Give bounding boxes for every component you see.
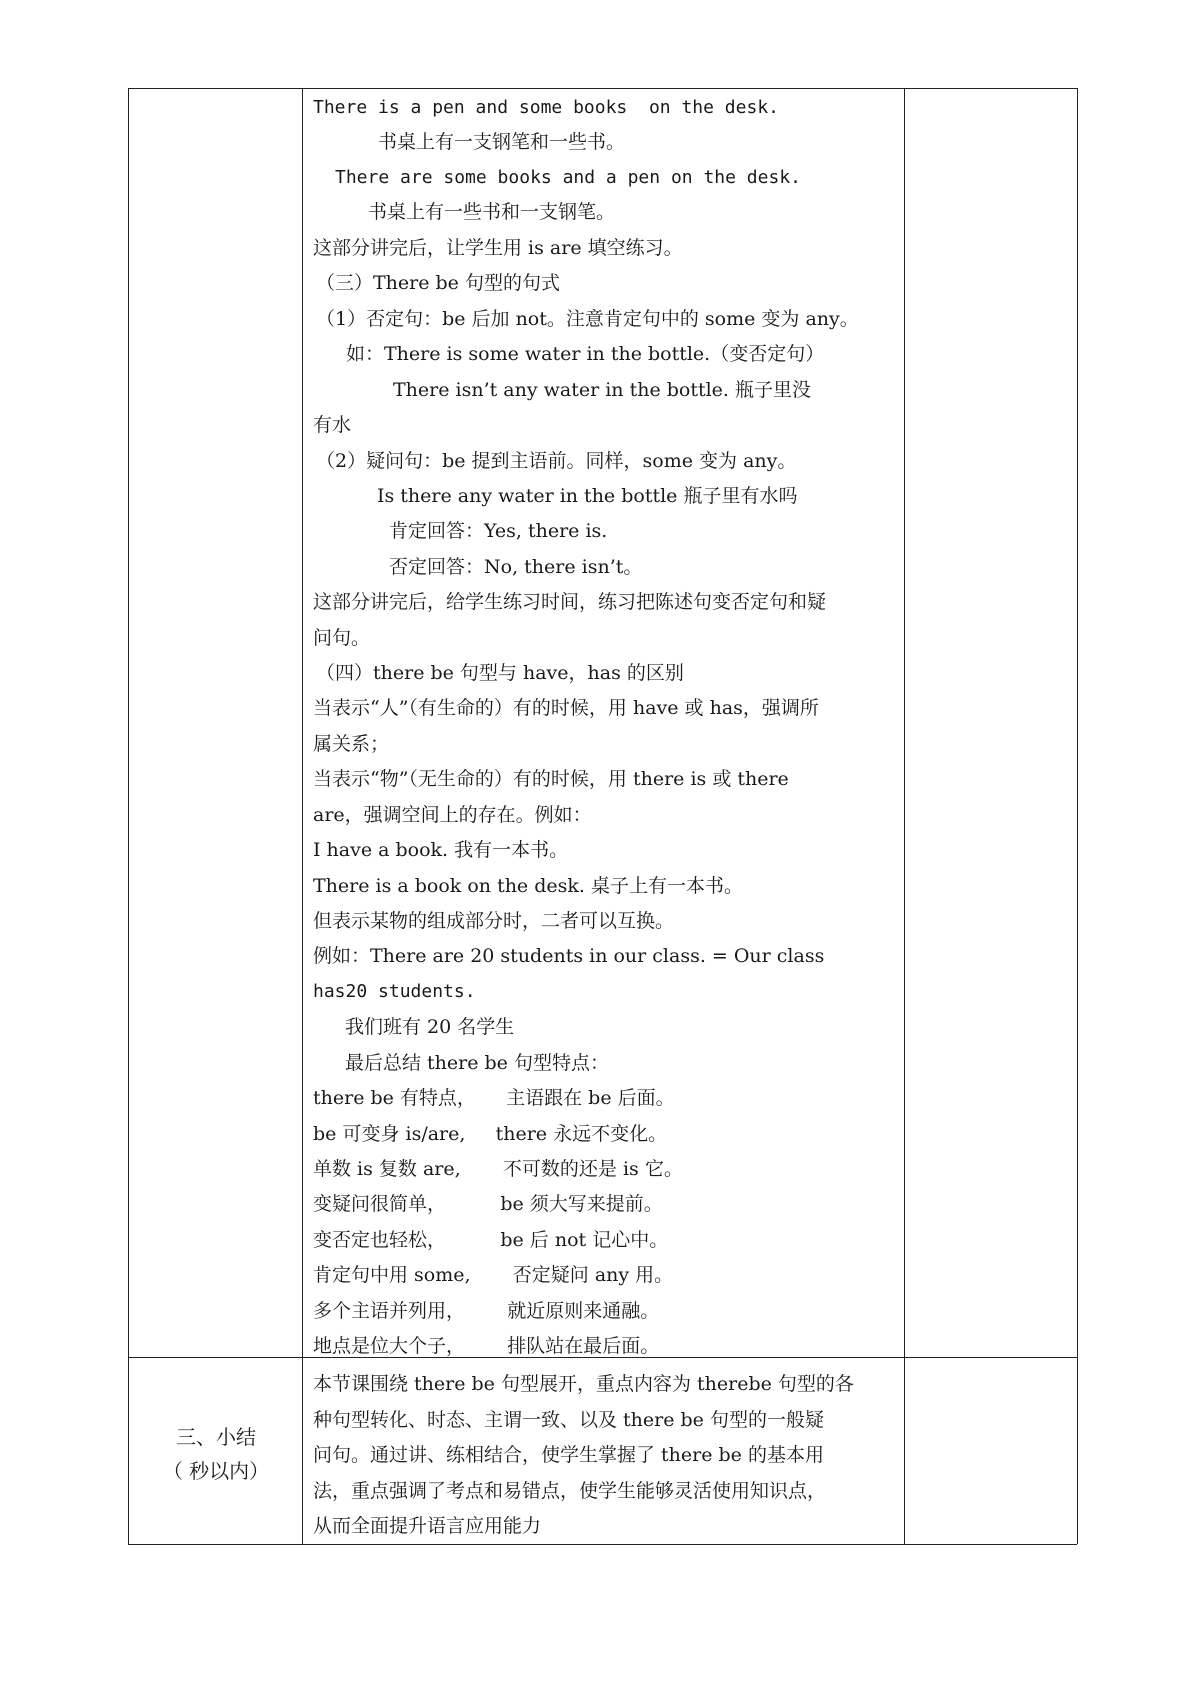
table-left-border <box>128 88 129 1544</box>
content-line: 如：There is some water in the bottle.（变否定句） <box>346 343 825 365</box>
content-line: 最后总结 there be 句型特点： <box>345 1052 609 1074</box>
table-row-divider <box>128 1357 1077 1358</box>
content-line: I have a book. 我有一本书。 <box>313 839 569 861</box>
content-line: 这部分讲完后，给学生练习时间，练习把陈述句变否定句和疑 <box>313 591 827 613</box>
summary-line: 法，重点强调了考点和易错点，使学生能够灵活使用知识点， <box>313 1480 827 1502</box>
table-top-border <box>128 88 1077 89</box>
content-line: be 可变身 is/are, there 永远不变化。 <box>313 1123 668 1145</box>
content-line: Is there any water in the bottle 瓶子里有水吗 <box>377 485 798 507</box>
summary-line: 种句型转化、时态、主谓一致、以及 there be 句型的一般疑 <box>313 1409 824 1431</box>
content-line: there be 有特点， 主语跟在 be 后面。 <box>313 1087 675 1109</box>
content-line: 属关系； <box>313 733 390 755</box>
summary-label: 三、小结 <box>176 1425 256 1449</box>
content-line: 变疑问很简单， be 须大写来提前。 <box>313 1193 663 1215</box>
content-line: 但表示某物的组成部分时，二者可以互换。 <box>313 910 675 932</box>
content-line: 否定回答：No, there isn’t。 <box>389 556 643 578</box>
table-col-divider-1 <box>302 88 303 1544</box>
content-line: 这部分讲完后，让学生用 is are 填空练习。 <box>313 237 683 259</box>
content-line: （2）疑问句：be 提到主语前。同样，some 变为 any。 <box>316 450 797 472</box>
content-line: There isn’t any water in the bottle. 瓶子里没 <box>393 379 812 401</box>
content-line: are，强调空间上的存在。例如： <box>313 804 592 826</box>
content-line: （1）否定句：be 后加 not。注意肯定句中的 some 变为 any。 <box>316 308 859 330</box>
content-line: 问句。 <box>313 627 371 649</box>
table-bottom-border <box>128 1544 1077 1545</box>
content-line: has20 students. <box>313 981 476 1002</box>
content-line: 例如：There are 20 students in our class. = Our class <box>313 945 825 967</box>
summary-line: 本节课围绕 there be 句型展开，重点内容为 therebe 句型的各 <box>313 1373 854 1395</box>
content-line: 肯定回答：Yes, there is. <box>389 520 608 542</box>
content-line: 书桌上有一些书和一支钢笔。 <box>368 201 616 223</box>
content-line: 当表示“人”（有生命的）有的时候，用 have 或 has，强调所 <box>313 697 819 719</box>
content-line: 单数 is 复数 are, 不可数的还是 is 它。 <box>313 1158 683 1180</box>
content-line: There is a book on the desk. 桌子上有一本书。 <box>313 875 743 897</box>
content-line: 书桌上有一支钢笔和一些书。 <box>378 131 626 153</box>
content-line: （四）there be 句型与 have，has 的区别 <box>316 662 684 684</box>
content-line: 当表示“物”（无生命的）有的时候，用 there is 或 there <box>313 768 789 790</box>
content-line: 我们班有 20 名学生 <box>345 1016 515 1038</box>
table-right-border <box>1077 88 1078 1544</box>
content-line: 地点是位大个子， 排队站在最后面。 <box>313 1335 660 1357</box>
content-line: （三）There be 句型的句式 <box>316 272 560 294</box>
content-line: 变否定也轻松， be 后 not 记心中。 <box>313 1229 669 1251</box>
content-line: There are some books and a pen on the desk. <box>335 167 801 188</box>
content-line: There is a pen and some books on the desk. <box>313 97 779 118</box>
content-line: 多个主语并列用， 就近原则来通融。 <box>313 1300 660 1322</box>
table-col-divider-2 <box>904 88 905 1544</box>
summary-line: 问句。通过讲、练相结合，使学生掌握了 there be 的基本用 <box>313 1444 824 1466</box>
content-line: 肯定句中用 some, 否定疑问 any 用。 <box>313 1264 674 1286</box>
summary-line: 从而全面提升语言应用能力 <box>313 1515 542 1537</box>
summary-time-label: （ 秒以内） <box>162 1459 270 1483</box>
content-line: 有水 <box>313 414 352 436</box>
